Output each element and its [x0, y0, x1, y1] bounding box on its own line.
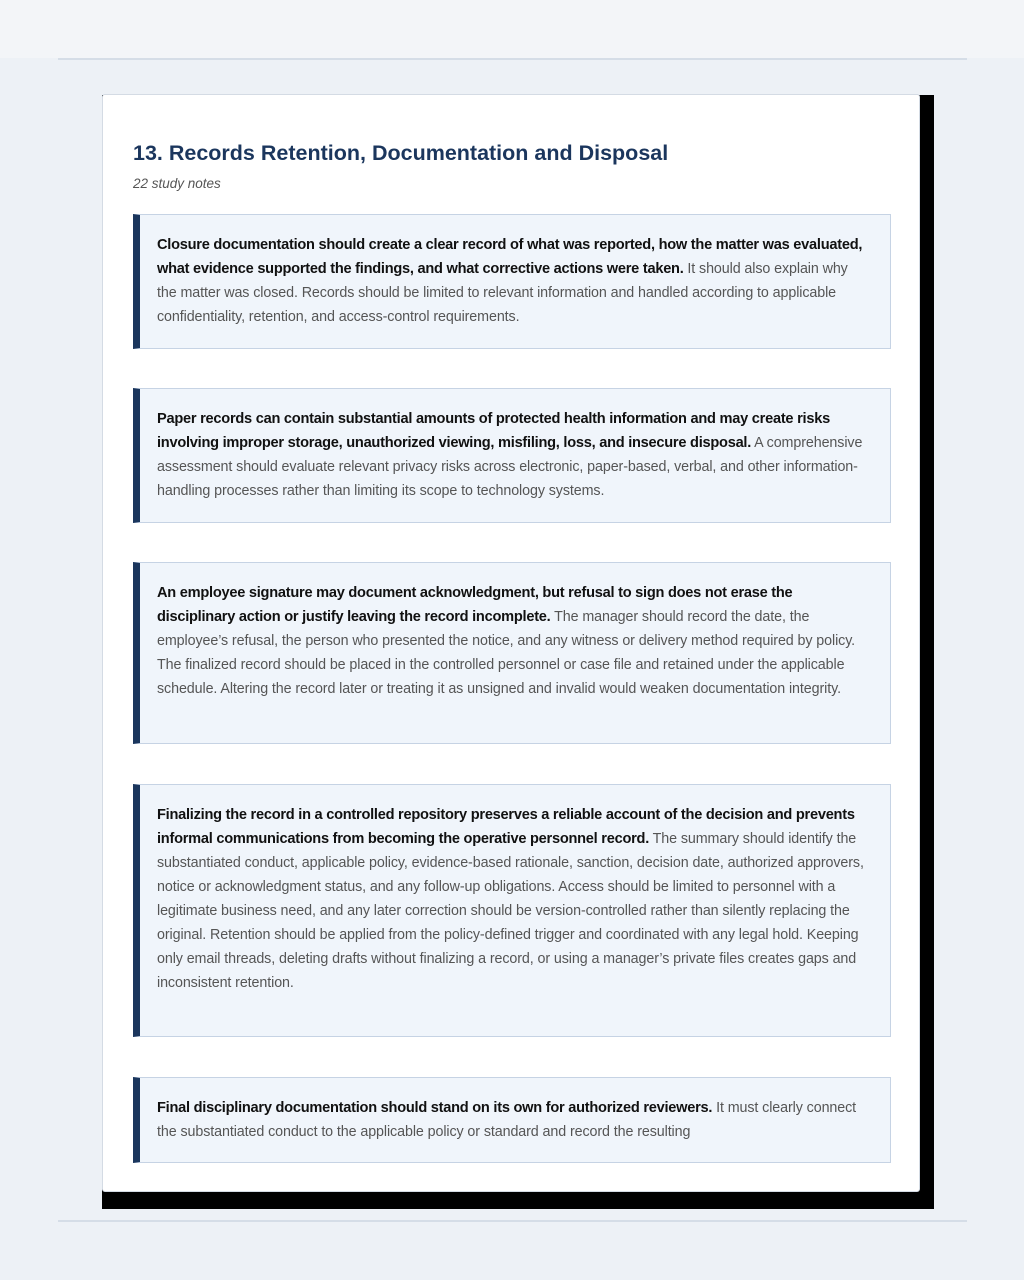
note-lead: An employee signature may document acknowledgment, but refusal to sign does not erase the disciplinary action or justify leaving the record incomplete. [157, 585, 793, 625]
study-note [133, 784, 891, 1037]
note-body: A comprehensive assessment should evaluate relevant privacy risks across electronic, paper-based, verbal, and other information-handling processes rather than limiting its scope to technology systems. [157, 435, 863, 499]
note-lead: Finalizing the record in a controlled repository preserves a reliable account of the decision and prevents informal communications from becoming the operative personnel record. [157, 807, 855, 847]
document-page [102, 94, 920, 1192]
note-body: The manager should record the date, the employee’s refusal, the person who presented the notice, and any witness or delivery method required by policy. The finalized record should be placed in the controlled personnel or case file and retained under the applicable schedule. Altering the record later or treating it as unsigned and invalid would weaken documentation integrity. [157, 609, 856, 697]
note-text [157, 803, 868, 995]
note-text [157, 233, 868, 329]
bottom-divider [58, 1220, 967, 1222]
note-body: It must clearly connect the substantiated conduct to the applicable policy or standard and record the resulting [157, 1100, 857, 1140]
note-lead: Closure documentation should create a clear record of what was reported, how the matter was evaluated, what evidence supported the findings, and what corrective actions were taken. [157, 237, 863, 277]
note-lead: Final disciplinary documentation should stand on its own for authorized reviewers. [157, 1100, 713, 1116]
note-text [157, 407, 868, 503]
section-title: 13. Records Retention, Documentation and Disposal [133, 141, 669, 165]
study-note [133, 1077, 891, 1163]
study-note [133, 562, 891, 744]
top-divider [58, 58, 967, 60]
note-lead: Paper records can contain substantial amounts of protected health information and may create risks involving improper storage, unauthorized viewing, misfiling, loss, and insecure disposal. [157, 411, 830, 451]
note-text [157, 1096, 868, 1144]
note-count: 22 study notes [133, 176, 221, 191]
study-note [133, 388, 891, 523]
study-note [133, 214, 891, 349]
note-body: It should also explain why the matter was closed. Records should be limited to relevant information and handled according to applicable confidentiality, retention, and access-control requirements. [157, 261, 848, 325]
note-body: The summary should identify the substantiated conduct, applicable policy, evidence-based rationale, sanction, decision date, authorized approvers, notice or acknowledgment status, and any follow-up obligations. Access should be limited to personnel with a legitimate business need, and any later correction should be version-controlled rather than silently replacing the original. Retention should be applied from the policy-defined trigger and coordinated with any legal hold. Keeping only email threads, deleting drafts without finalizing a record, or using a manager’s private files creates gaps and inconsistent retention. [157, 831, 864, 991]
note-text [157, 581, 868, 701]
top-band [0, 0, 1024, 58]
